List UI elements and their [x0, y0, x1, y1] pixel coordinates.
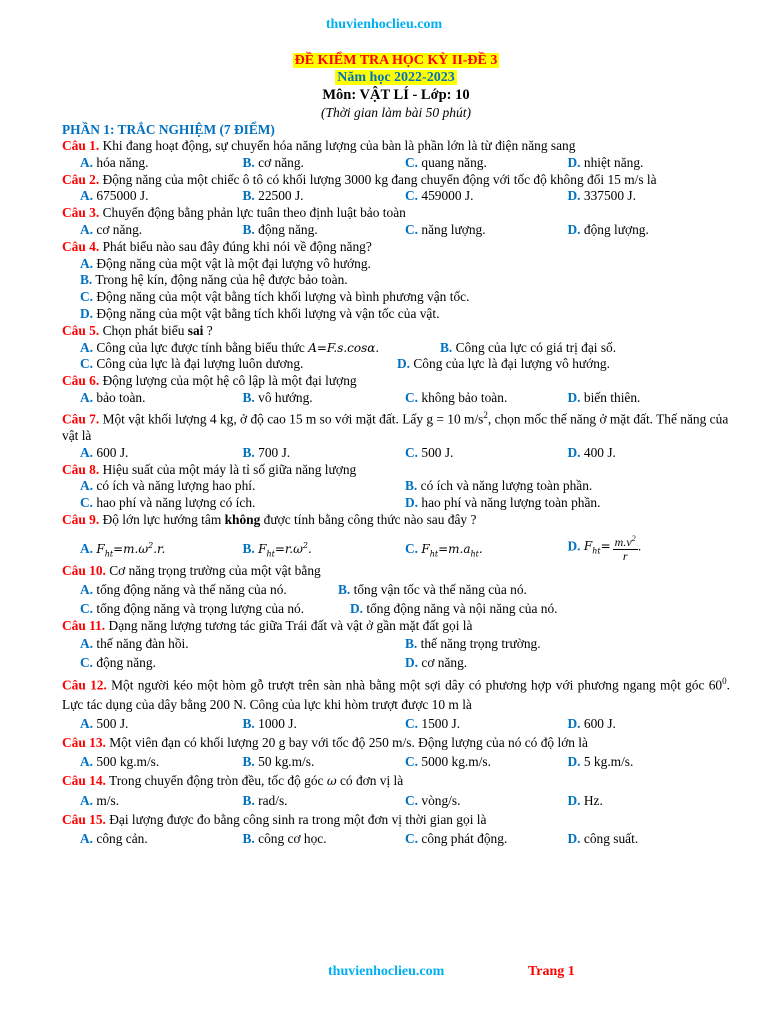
question-7: Câu 7. Một vật khối lượng 4 kg, ở độ cao 15 m so với mặt đất. Lấy g = 10 $m/s^2$, chọn mốc thế năng ở mặt đất. Thế năng của vật là: [62, 409, 729, 444]
option-a: A. công cản.: [80, 830, 148, 846]
option-b: B. 50 kg.m/s.: [242, 753, 315, 769]
option-c: C. không bảo toàn.: [405, 389, 508, 405]
option-c: C. quang năng.: [405, 154, 487, 170]
option-d: D. cơ năng.: [405, 655, 468, 671]
options-8-row1: [62, 478, 730, 495]
exam-title: ĐỀ KIỂM TRA HỌC KỲ II-ĐỀ 3: [294, 53, 498, 68]
options-5-row2: [62, 356, 730, 373]
option-b: B. 22500 J.: [242, 188, 304, 204]
options-10-row2: [62, 599, 730, 618]
option-a: A. tổng động năng và thế năng của nó.: [80, 581, 287, 597]
option-b: B. Công của lực có giá trị đại số.: [440, 339, 617, 355]
question-4: Câu 4. Phát biểu nào sau đây đúng khi nói về động năng?: [62, 238, 372, 254]
option-d: D. Động năng của một vật bằng tích khối lượng và vận tốc của vật.: [80, 305, 440, 321]
option-d: D. công suất.: [567, 830, 639, 846]
option-c: C. động năng.: [80, 655, 156, 671]
option-c: C. 5000 kg.m/s.: [405, 753, 491, 769]
option-b: B. tổng vận tốc và thế năng của nó.: [338, 581, 527, 597]
option-b: B. 700 J.: [242, 444, 291, 460]
options-11-row2: [62, 653, 730, 672]
option-c: C. Động năng của một vật bằng tích khối lượng và bình phương vận tốc.: [80, 289, 470, 305]
option-b: B. công cơ học.: [242, 830, 327, 846]
option-b: B. động năng.: [242, 221, 318, 237]
option-a: A. $F_{ht}=m.\omega^2.r$.: [80, 540, 166, 558]
option-a: A. 500 J.: [80, 715, 129, 731]
option-d: D. 600 J.: [567, 715, 616, 731]
option-d: D. động lượng.: [567, 221, 649, 237]
options-13: [62, 752, 730, 771]
option-d: D. hao phí và năng lượng toàn phần.: [405, 495, 601, 511]
options-2: [62, 188, 730, 205]
question-15: Câu 15. Đại lượng được đo bằng công sinh ra trong một đơn vị thời gian gọi là: [62, 811, 487, 827]
option-d: D. 5 kg.m/s.: [567, 753, 634, 769]
header-site[interactable]: thuvienhoclieu.com: [325, 17, 443, 32]
option-b: B. thế năng trọng trường.: [405, 636, 541, 652]
options-7: [62, 445, 730, 462]
question-6: Câu 6. Động lượng của một hệ cô lập là một đại lượng: [62, 373, 357, 389]
options-1: [62, 155, 730, 172]
question-14: Câu 14. Trong chuyển động tròn đều, tốc độ góc ω có đơn vị là: [62, 772, 404, 788]
option-b: B. có ích và năng lượng toàn phần.: [405, 478, 593, 494]
option-a: A. 600 J.: [80, 444, 129, 460]
option-c: C. năng lượng.: [405, 221, 486, 237]
question-1: Câu 1. Khi đang hoạt động, sự chuyển hóa năng lượng của bàn là phần lớn là từ điện năng sang: [62, 138, 576, 153]
option-d: D. $F_{ht}=$ $\frac{m.v^2}{r}$ .: [567, 533, 642, 563]
option-b: B. $F_{ht}=r.\omega^2$.: [242, 540, 312, 558]
fraction: $\frac{m.v^2}{r}$: [614, 533, 636, 563]
question-3: Câu 3. Chuyển động bằng phản lực tuân theo định luật bảo toàn: [62, 205, 406, 221]
option-a: A. thế năng đàn hồi.: [80, 636, 189, 652]
options-8-row2: [62, 495, 730, 512]
question-13: Câu 13. Một viên đạn có khối lượng 20 g bay với tốc độ 250 m/s. Động lượng của nó có độ lớn là: [62, 734, 588, 750]
option-c: C. Công của lực là đại lượng luôn dương.: [80, 356, 304, 372]
question-11: Câu 11. Dạng năng lượng tương tác giữa Trái đất và vật ở gần mặt đất gọi là: [62, 617, 473, 633]
question-2: Câu 2. Động năng của một chiếc ô tô có khối lượng 3000 kg đang chuyển động với tốc độ không đổi 15 m/s là: [62, 171, 657, 187]
question-9: Câu 9. Độ lớn lực hướng tâm không được tính bằng công thức nào sau đây ?: [62, 512, 477, 527]
option-c: C. 1500 J.: [405, 715, 461, 731]
option-c: C. $F_{ht}=m.a_{ht}$.: [405, 540, 483, 558]
option-a: A. 675000 J.: [80, 188, 149, 204]
footer: [0, 964, 768, 984]
school-year: Năm học 2022-2023: [337, 70, 455, 85]
options-5-row1: [62, 340, 730, 357]
footer-site[interactable]: thuvienhoclieu.com: [328, 964, 445, 979]
options-10-row1: [62, 580, 730, 599]
option-a: A. bảo toàn.: [80, 389, 146, 405]
exam-page: [62, 52, 730, 848]
question-12: Câu 12. Một người kéo một hòm gỗ trượt trên sàn nhà bằng một sợi dây có phương hợp với phương ngang một góc $60^0$. Lực tác dụng của dây bằng 200 N. Công của lực khi hòm trượt được 10 m là: [62, 676, 730, 712]
options-11-row1: [62, 634, 730, 653]
option-d: D. tổng động năng và nội năng của nó.: [350, 600, 558, 616]
option-d: D. 400 J.: [567, 444, 616, 460]
options-6: [62, 390, 730, 407]
option-b: B. vô hướng.: [242, 389, 313, 405]
option-c: C. tổng động năng và trọng lượng của nó.: [80, 600, 305, 616]
option-b: B. 1000 J.: [242, 715, 297, 731]
subject-line: Môn: VẬT LÍ - Lớp: 10: [322, 87, 470, 103]
time-note: (Thời gian làm bài 50 phút): [320, 105, 472, 120]
options-12: [62, 714, 730, 733]
options-3: [62, 222, 730, 239]
part-heading: PHẦN 1: TRẮC NGHIỆM (7 ĐIỂM): [62, 122, 275, 137]
option-c: C. vòng/s.: [405, 792, 461, 808]
option-a: A. cơ năng.: [80, 221, 143, 237]
option-d: D. Hz.: [567, 792, 603, 808]
option-c: C. công phát động.: [405, 830, 508, 846]
options-15: [62, 829, 730, 848]
option-d: D. 337500 J.: [567, 188, 636, 204]
option-a: A. Động năng của một vật là một đại lượng vô hướng.: [80, 255, 371, 271]
options-9: [62, 529, 730, 563]
option-a: A. hóa năng.: [80, 154, 149, 170]
option-c: C. 500 J.: [405, 444, 454, 460]
option-a: A. m/s.: [80, 792, 120, 808]
question-5: Câu 5. Chọn phát biểu sai ?: [62, 322, 213, 338]
question-8: Câu 8. Hiệu suất của một máy là tỉ số giữa năng lượng: [62, 461, 357, 477]
option-d: D. nhiệt năng.: [567, 154, 644, 170]
option-a: A. Công của lực được tính bằng biểu thức A=F.s.cosα.: [80, 339, 380, 355]
option-c: C. 459000 J.: [405, 188, 474, 204]
option-b: B. cơ năng.: [242, 154, 304, 170]
question-10: Câu 10. Cơ năng trọng trường của một vật bằng: [62, 562, 321, 578]
option-d: D. Công của lực là đại lượng vô hướng.: [397, 356, 610, 372]
option-a: A. 500 kg.m/s.: [80, 753, 160, 769]
option-b: B. Trong hệ kín, động năng của hệ được bảo toàn.: [80, 272, 348, 288]
option-b: B. rad/s.: [242, 792, 288, 808]
page-number: Trang 1: [528, 964, 575, 979]
option-d: D. biến thiên.: [567, 389, 641, 405]
options-14: [62, 791, 730, 810]
option-a: A. có ích và năng lượng hao phí.: [80, 478, 256, 494]
option-c: C. hao phí và năng lượng có ích.: [80, 495, 256, 511]
